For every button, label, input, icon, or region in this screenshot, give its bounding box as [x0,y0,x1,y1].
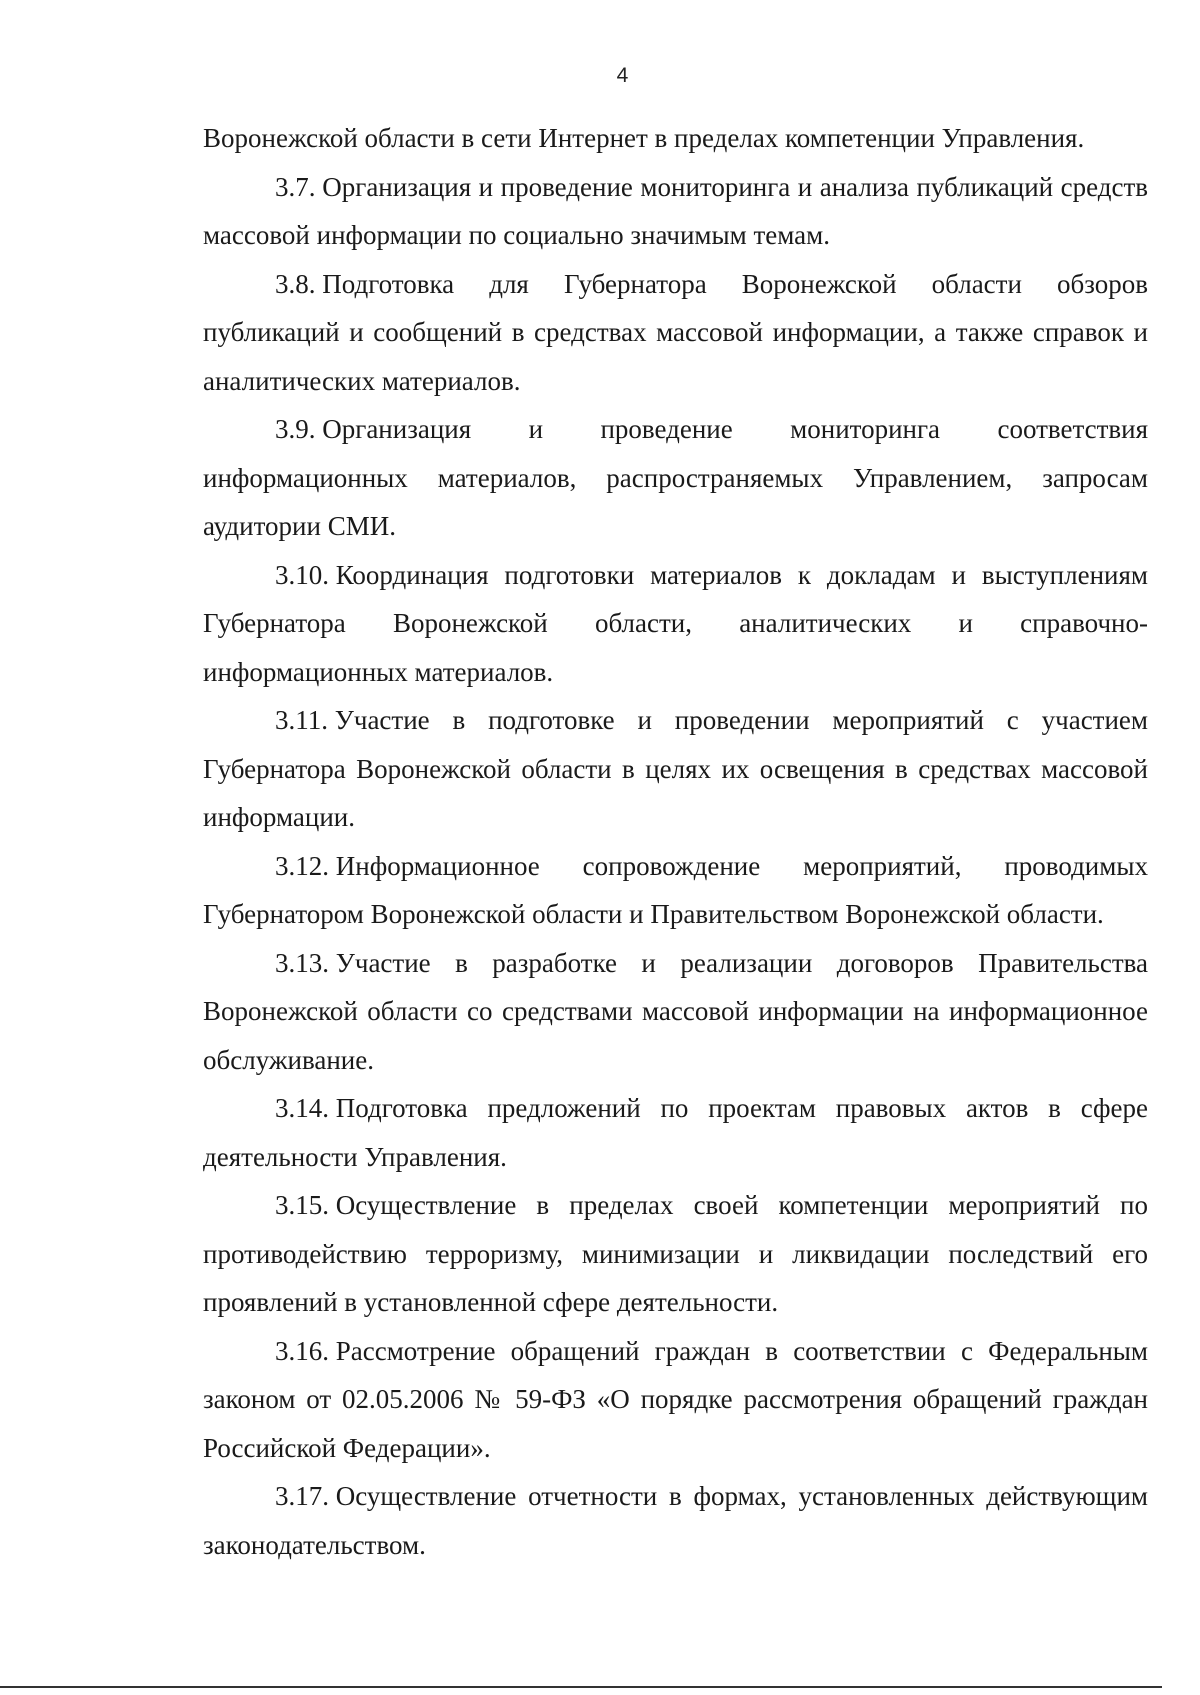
paragraph-number: 3.15. [275,1190,329,1220]
paragraph-3-8 [203,260,1148,406]
paragraph-text: Воронежской области в сети Интернет в пределах компетенции Управления. [203,123,1085,153]
paragraph-text: Участие в разработке и реализации договоров Правительства Воронежской области со средствами массовой информации на информационное обслуживание. [203,947,1148,1075]
paragraph-number: 3.12. [275,850,329,881]
paragraph-3-12 [203,842,1148,939]
paragraph-number: 3.10. [275,559,329,590]
paragraph-text: Рассмотрение обращений граждан в соответствии с Федеральным законом от 02.05.2006 № 59-ФЗ «О порядке рассмотрения обращений граждан Российской Федерации». [203,1335,1148,1463]
paragraph-number: 3.13. [275,947,329,978]
paragraph-3-11 [203,696,1148,842]
paragraph-text: Организация и проведение мониторинга соответствия информационных материалов, распространяемых Управлением, запросам аудитории СМИ. [203,414,1148,541]
paragraph-number: 3.11. [275,705,328,735]
paragraph-number: 3.14. [275,1093,329,1123]
paragraph-number: 3.17. [275,1481,329,1511]
paragraph-number: 3.16. [275,1335,329,1366]
bottom-rule [0,1686,1162,1688]
paragraph-3-17 [203,1472,1148,1569]
paragraph-3-13 [203,939,1148,1085]
paragraph-3-10 [203,551,1148,697]
paragraph-text: Информационное сопровождение мероприятий, проводимых Губернатором Воронежской области и Правительством Воронежской области. [203,850,1148,929]
page-number: 4 [616,64,629,87]
paragraph-3-15 [203,1181,1148,1327]
paragraph-text: Подготовка для Губернатора Воронежской области обзоров публикаций и сообщений в средствах массовой информации, а также справок и аналитических материалов. [203,268,1148,396]
paragraph-3-9 [203,405,1148,551]
paragraph-text: Подготовка предложений по проектам правовых актов в сфере деятельности Управления. [203,1093,1148,1172]
paragraph-3-7 [203,163,1148,260]
paragraph-3-14 [203,1084,1148,1181]
paragraph-continuation [203,114,1148,163]
paragraph-text: Осуществление отчетности в формах, установленных действующим законодательством. [203,1481,1148,1560]
paragraph-number: 3.7. [275,171,316,202]
paragraph-number: 3.9. [275,414,316,444]
paragraph-3-16 [203,1327,1148,1473]
document-body [203,114,1148,1569]
paragraph-text: Координация подготовки материалов к докладам и выступлениям Губернатора Воронежской области, аналитических и справочно-информационных материалов. [203,559,1148,687]
paragraph-text: Участие в подготовке и проведении мероприятий с участием Губернатора Воронежской области в целях их освещения в средствах массовой информации. [203,705,1148,832]
paragraph-text: Осуществление в пределах своей компетенции мероприятий по противодействию терроризму, минимизации и ликвидации последствий его проявлений в установленной сфере деятельности. [203,1190,1148,1317]
paragraph-number: 3.8. [275,268,316,299]
paragraph-text: Организация и проведение мониторинга и анализа публикаций средств массовой информации по социально значимым темам. [203,171,1148,250]
